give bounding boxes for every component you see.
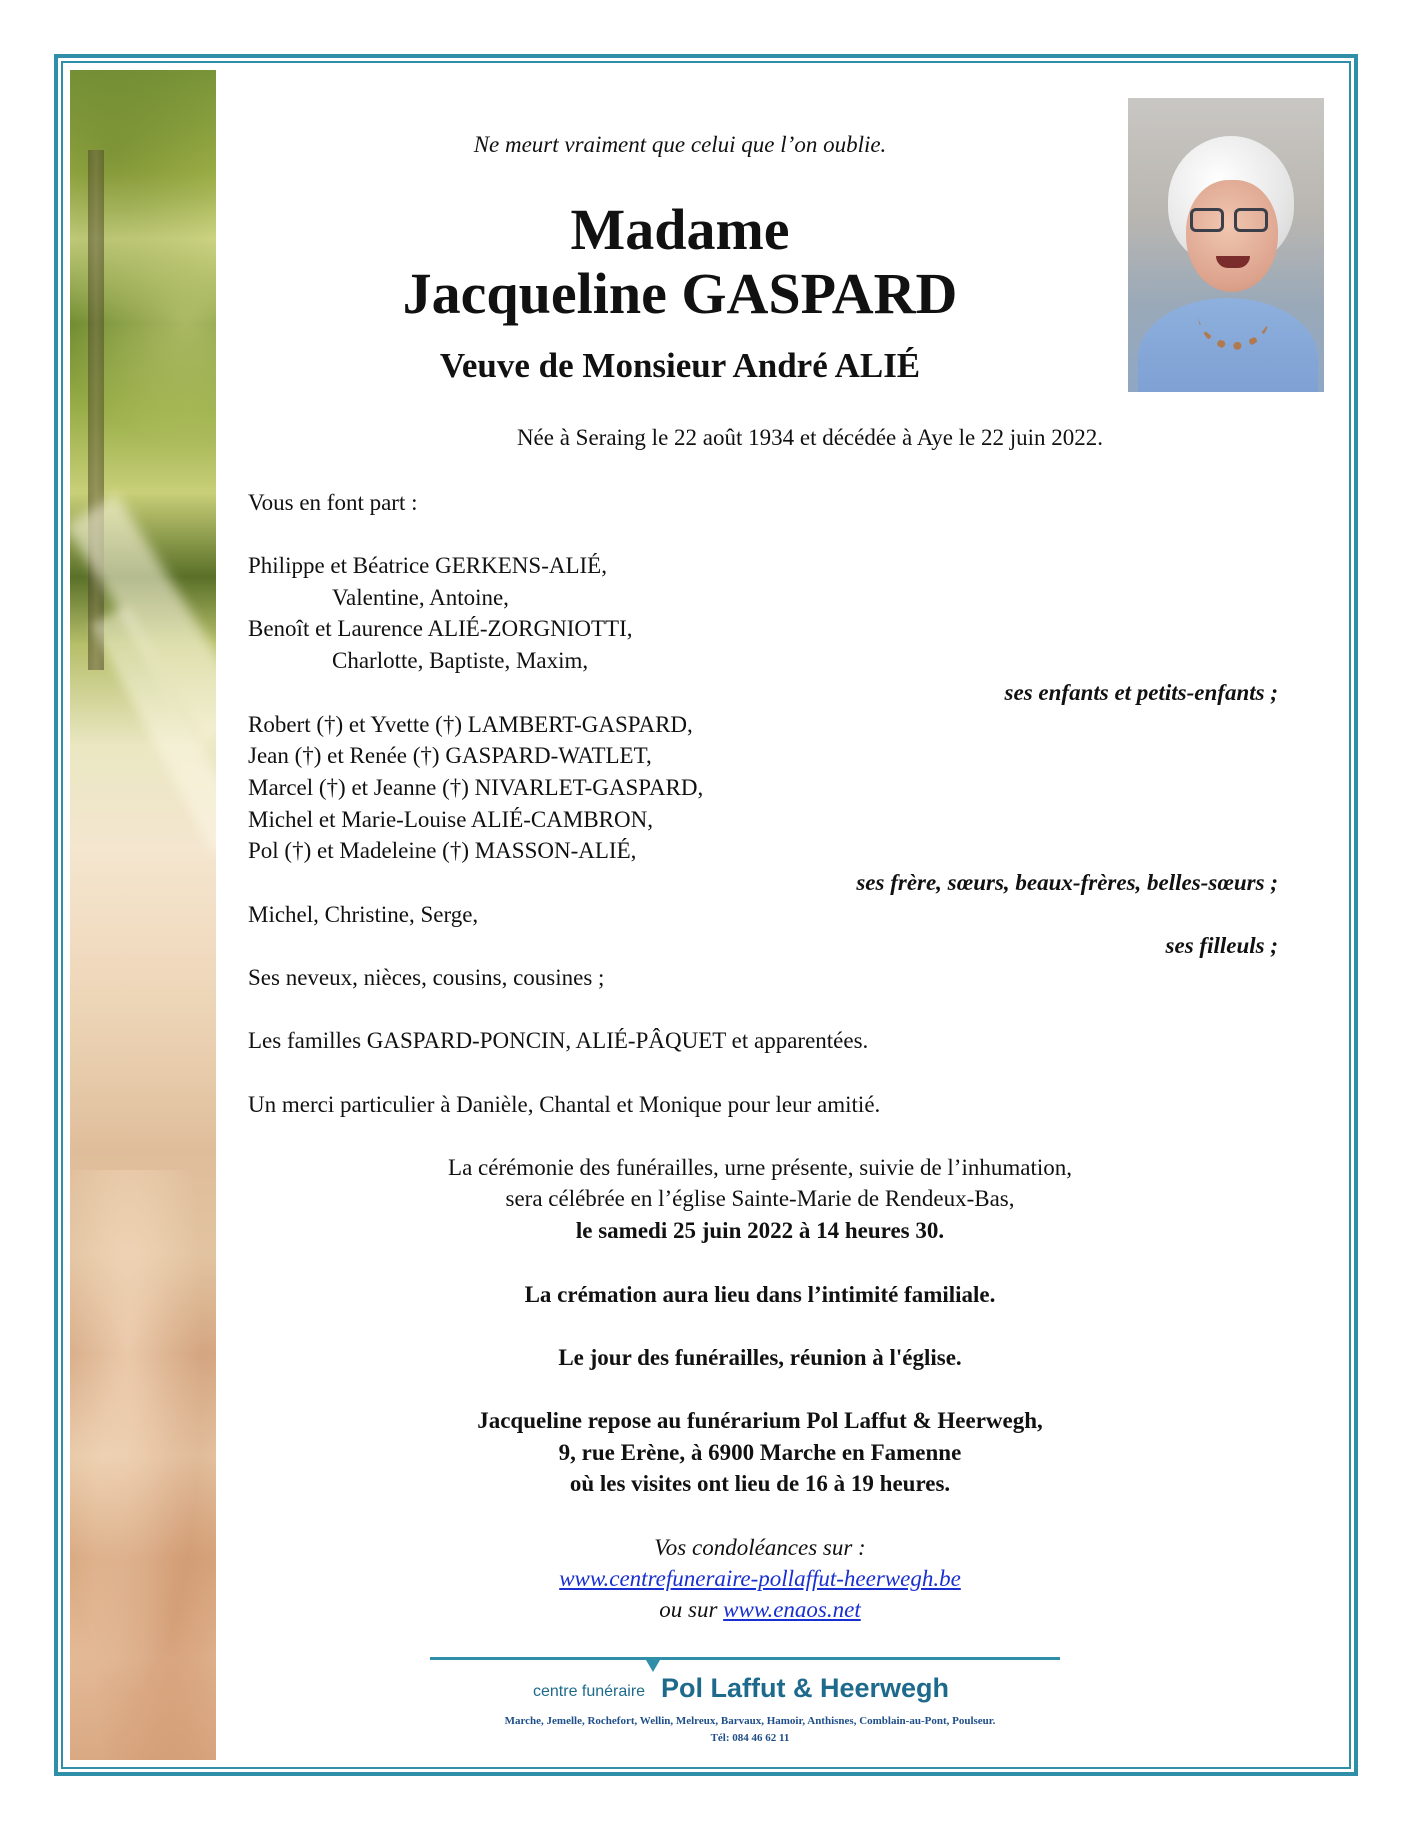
families-line: Les familles GASPARD-PONCIN, ALIÉ-PÂQUET et apparentées. (248, 1028, 869, 1053)
epigraph-quote: Ne meurt vraiment que celui que l’on oublie. (473, 132, 887, 157)
forest-path-photo (70, 70, 216, 1760)
condolences-label: Vos condoléances sur : (654, 1535, 866, 1560)
cremation-note: La crémation aura lieu dans l’intimité familiale. (524, 1282, 996, 1307)
family-line: Charlotte, Baptiste, Maxim, (332, 648, 589, 673)
logo-phone: Tél: 084 46 62 11 (710, 1732, 790, 1744)
ceremony-line: sera célébrée en l’église Sainte-Marie de Rendeux-Bas, (505, 1186, 1015, 1211)
family-line: Benoît et Laurence ALIÉ-ZORGNIOTTI, (248, 616, 633, 641)
portrait-photo (1128, 98, 1324, 392)
deceased-name: Jacqueline GASPARD (402, 261, 958, 326)
ceremony-date: le samedi 25 juin 2022 à 14 heures 30. (575, 1218, 945, 1243)
birth-death-dates: Née à Seraing le 22 août 1934 et décédée à Aye le 22 juin 2022. (516, 425, 1104, 450)
children-caption: ses enfants et petits-enfants ; (1004, 680, 1278, 705)
family-line: Michel, Christine, Serge, (248, 902, 479, 927)
or-on-text: ou sur (659, 1597, 718, 1622)
siblings-caption: ses frère, sœurs, beaux-frères, belles-sœurs ; (856, 870, 1278, 895)
meeting-note: Le jour des funérailles, réunion à l'église. (558, 1345, 962, 1370)
visitation-line: où les visites ont lieu de 16 à 19 heures. (569, 1471, 951, 1496)
condolences-alt-row (260, 1597, 1260, 1623)
logo-locations: Marche, Jemelle, Rochefort, Wellin, Melreux, Barvaux, Hamoir, Anthisnes, Comblain-au-Pont, Poulseur. (504, 1715, 996, 1727)
ceremony-line: La cérémonie des funérailles, urne présente, suivie de l’inhumation, (448, 1155, 1072, 1180)
godchildren-caption: ses filleuls ; (1165, 933, 1278, 958)
family-line: Marcel (†) et Jeanne (†) NIVARLET-GASPARD, (248, 775, 704, 800)
condolences-link-row (260, 1566, 1260, 1592)
logo-arrow-icon (646, 1660, 660, 1672)
family-line: Robert (†) et Yvette (†) LAMBERT-GASPARD, (248, 712, 693, 737)
logo-brand: Pol Laffut & Heerwegh (661, 1673, 950, 1703)
widow-of: Veuve de Monsieur André ALIÉ (439, 346, 921, 385)
title-madame: Madame (570, 197, 790, 262)
family-line: Valentine, Antoine, (332, 585, 509, 610)
logo-small-text: centre funéraire (533, 1683, 646, 1700)
funeral-home-link[interactable]: www.centrefuneraire-pollaffut-heerwegh.be (559, 1566, 961, 1591)
logo-rule (430, 1657, 1060, 1660)
intro-text: Vous en font part : (248, 490, 418, 515)
nephews-line: Ses neveux, nièces, cousins, cousines ; (248, 965, 605, 990)
family-line: Philippe et Béatrice GERKENS-ALIÉ, (248, 553, 607, 578)
family-line: Jean (†) et Renée (†) GASPARD-WATLET, (248, 743, 652, 768)
visitation-line: 9, rue Erène, à 6900 Marche en Famenne (558, 1440, 962, 1465)
family-line: Pol (†) et Madeleine (†) MASSON-ALIÉ, (248, 838, 637, 863)
thanks-line: Un merci particulier à Danièle, Chantal et Monique pour leur amitié. (248, 1092, 881, 1117)
visitation-line: Jacqueline repose au funérarium Pol Laffut & Heerwegh, (477, 1408, 1043, 1433)
enaos-link[interactable]: www.enaos.net (723, 1597, 861, 1622)
family-line: Michel et Marie-Louise ALIÉ-CAMBRON, (248, 807, 653, 832)
